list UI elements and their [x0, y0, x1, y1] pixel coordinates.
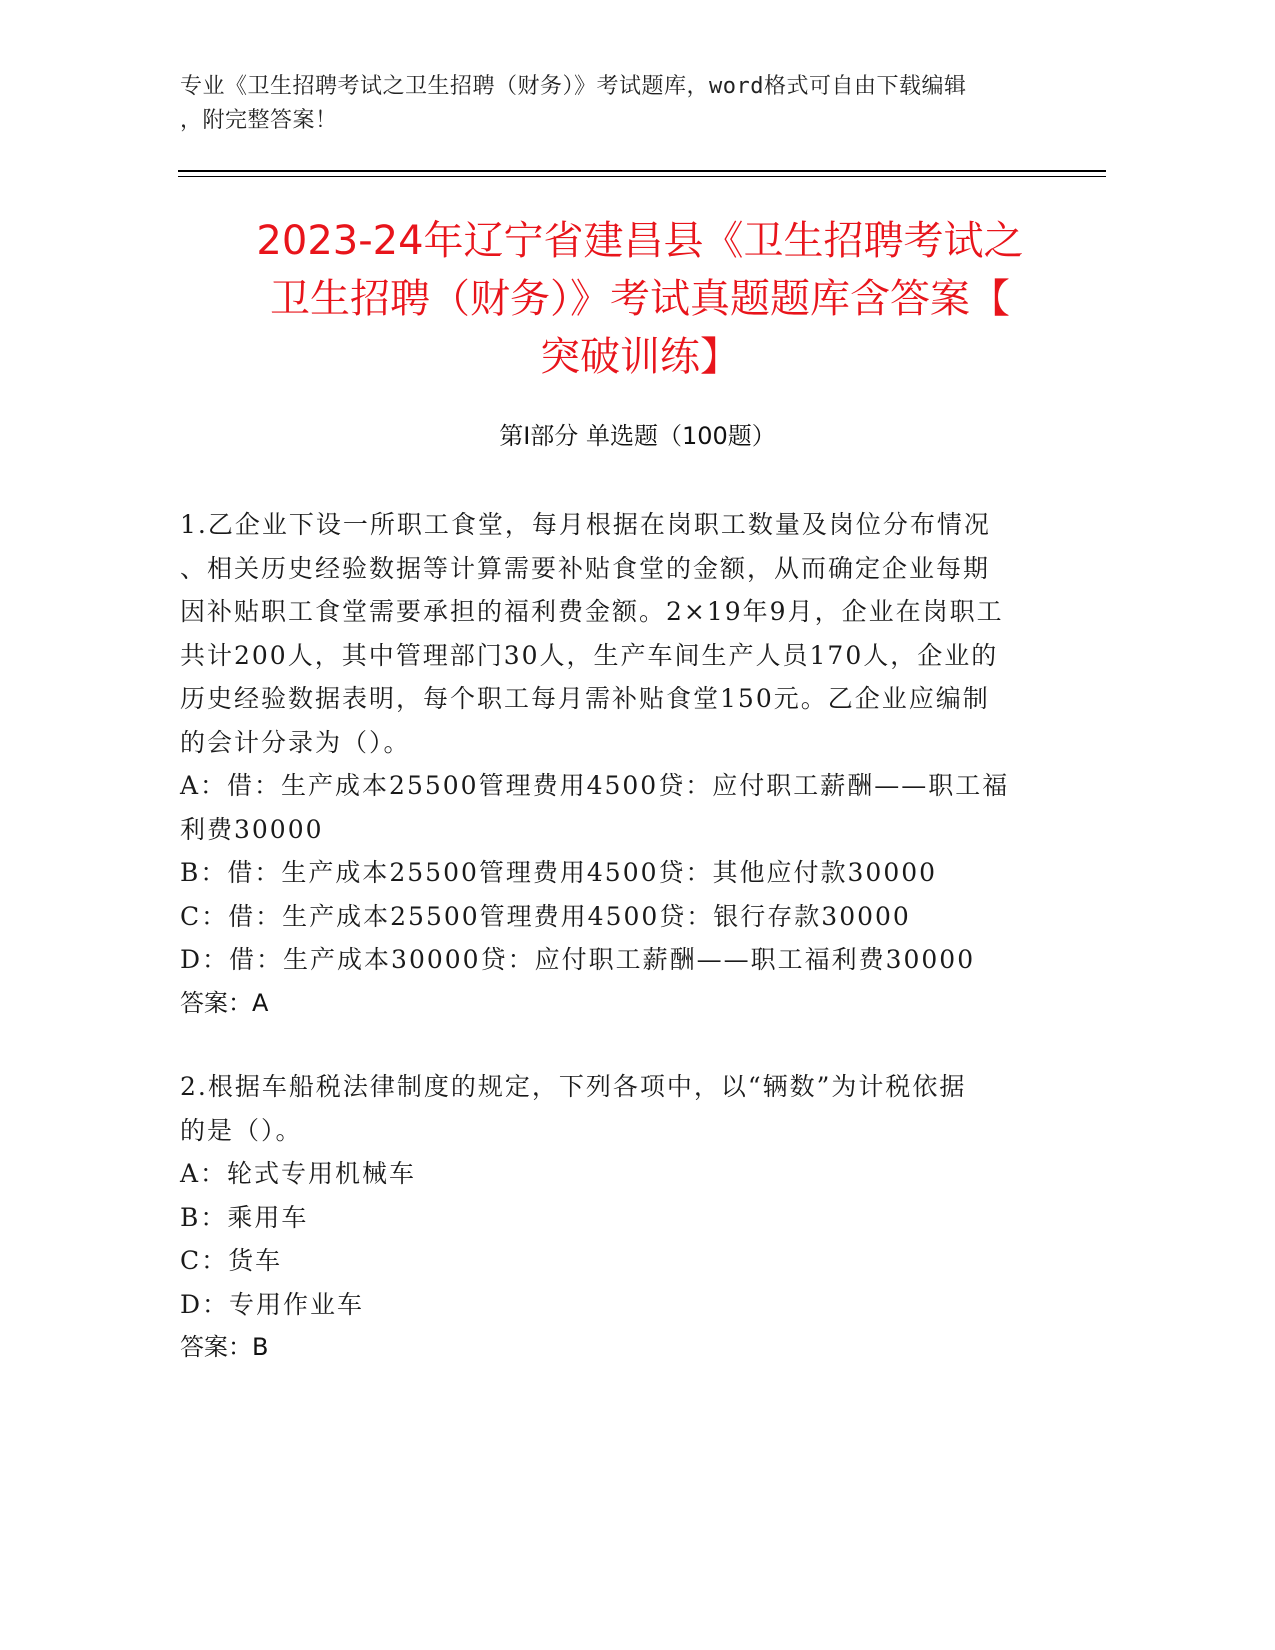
option-a-continued: 利费30000	[180, 814, 324, 844]
header-note-line1: 专业《卫生招聘考试之卫生招聘（财务）》考试题库，word格式可自由下载编辑	[180, 74, 967, 99]
title-line3: 突破训练】	[540, 334, 740, 380]
option-a: A：借：生产成本25500管理费用4500贷：应付职工薪酬——职工福	[180, 771, 1010, 800]
option-c: C：货车	[180, 1246, 283, 1275]
question-stem-line: 1.乙企业下设一所职工食堂，每月根据在岗职工数量及岗位分布情况	[180, 510, 991, 539]
question-stem-line: 的是（）。	[180, 1115, 303, 1145]
option-b: B：乘用车	[180, 1202, 309, 1232]
title-line2: 卫生招聘（财务）》考试真题题库含答案【	[270, 276, 1010, 322]
title-line1: 2023-24年辽宁省建昌县《卫生招聘考试之	[256, 218, 1024, 264]
answer-line: 答案：B	[180, 1333, 269, 1361]
header-note	[180, 70, 1040, 138]
question-stem-line: 的会计分录为（）。	[180, 727, 411, 757]
document-title	[170, 212, 1110, 386]
header-note-line2: ，附完整答案！	[180, 108, 338, 133]
section-heading: 第Ⅰ部分 单选题（100题）	[499, 422, 776, 450]
question-stem-line: 历史经验数据表明，每个职工每月需补贴食堂150元。乙企业应编制	[180, 684, 990, 713]
header-divider-thin	[178, 176, 1106, 177]
question-stem-line: 、相关历史经验数据等计算需要补贴食堂的金额，从而确定企业每期	[180, 553, 991, 583]
question-stem-line: 2.根据车船税法律制度的规定，下列各项中，以“辆数”为计税依据	[180, 1072, 967, 1101]
question-stem-line: 因补贴职工食堂需要承担的福利费金额。2×19年9月，企业在岗职工	[180, 597, 1004, 626]
question-list	[180, 503, 1040, 1410]
option-d: D：借：生产成本30000贷：应付职工薪酬——职工福利费30000	[180, 945, 976, 974]
option-d: D：专用作业车	[180, 1289, 365, 1319]
answer-line: 答案：A	[180, 988, 269, 1017]
question-2	[180, 1065, 1040, 1370]
option-a: A：轮式专用机械车	[180, 1159, 417, 1188]
question-1	[180, 503, 1040, 1025]
header-divider-thick	[178, 170, 1106, 172]
option-c: C：借：生产成本25500管理费用4500贷：银行存款30000	[180, 901, 911, 931]
option-b: B：借：生产成本25500管理费用4500贷：其他应付款30000	[180, 858, 938, 887]
question-stem-line: 共计200人，其中管理部门30人，生产车间生产人员170人，企业的	[180, 640, 999, 670]
